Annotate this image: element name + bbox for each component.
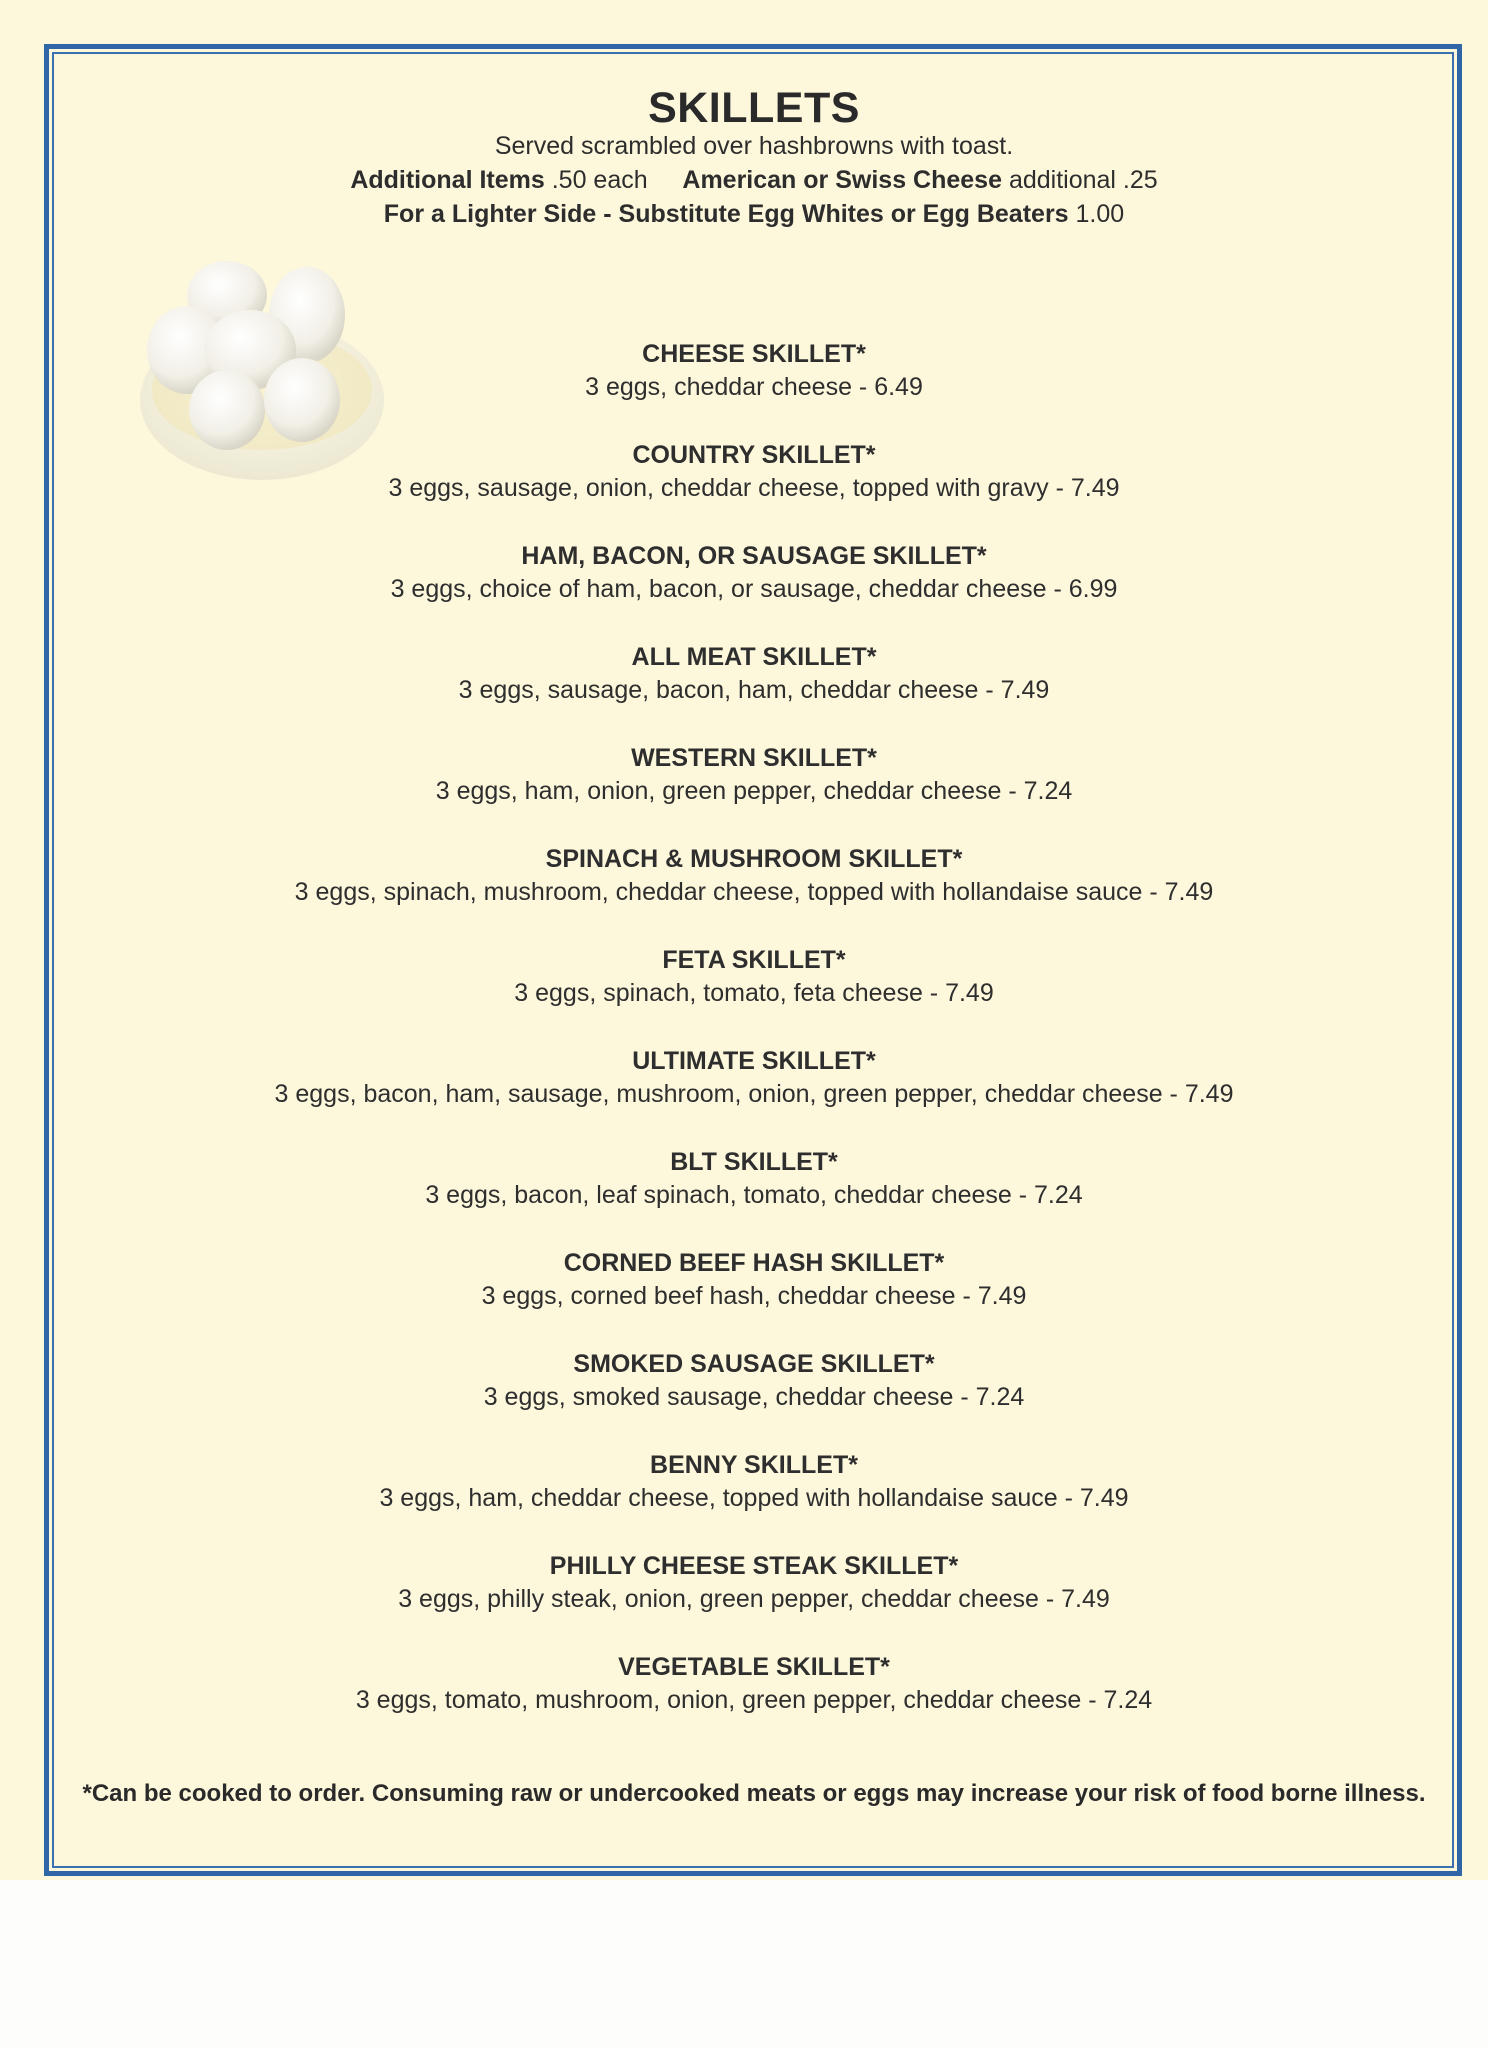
item-description: 3 eggs, tomato, mushroom, onion, green pepper, cheddar cheese - 7.24: [355, 1686, 1153, 1714]
menu-item-ultimate-skillet: [60, 1045, 1448, 1146]
cheese-price: additional .25: [1008, 166, 1158, 194]
item-name: CORNED BEEF HASH SKILLET*: [563, 1249, 945, 1277]
item-name: SPINACH & MUSHROOM SKILLET*: [545, 845, 963, 873]
item-name: HAM, BACON, OR SAUSAGE SKILLET*: [521, 542, 987, 570]
item-description: 3 eggs, sausage, bacon, ham, cheddar cheese - 7.49: [458, 676, 1050, 704]
item-name: SMOKED SAUSAGE SKILLET*: [573, 1350, 935, 1378]
menu-item-corned-beef-hash-skillet: [60, 1247, 1448, 1348]
menu-item-feta-skillet: [60, 944, 1448, 1045]
menu-item-cheese-skillet: [60, 338, 1448, 439]
item-name: BLT SKILLET*: [670, 1148, 838, 1176]
item-description: 3 eggs, smoked sausage, cheddar cheese - 7.24: [483, 1383, 1025, 1411]
item-description: 3 eggs, bacon, ham, sausage, mushroom, onion, green pepper, cheddar cheese - 7.49: [274, 1080, 1234, 1108]
additional-items-line: [60, 166, 1448, 195]
item-description: 3 eggs, corned beef hash, cheddar cheese - 7.49: [481, 1282, 1027, 1310]
item-description: 3 eggs, philly steak, onion, green pepper, cheddar cheese - 7.49: [398, 1585, 1110, 1613]
menu-item-ham-bacon-sausage-skillet: [60, 540, 1448, 641]
item-description: 3 eggs, bacon, leaf spinach, tomato, cheddar cheese - 7.24: [425, 1181, 1083, 1209]
cheese-label: American or Swiss Cheese: [682, 166, 1002, 194]
item-name: COUNTRY SKILLET*: [632, 441, 876, 469]
item-description: 3 eggs, sausage, onion, cheddar cheese, topped with gravy - 7.49: [388, 474, 1120, 502]
menu-item-western-skillet: [60, 742, 1448, 843]
additional-items-price: .50 each: [551, 166, 648, 194]
menu-content: [60, 60, 1448, 1860]
lighter-side-price: 1.00: [1075, 200, 1125, 228]
menu-item-philly-cheese-steak-skillet: [60, 1550, 1448, 1651]
item-description: 3 eggs, spinach, tomato, feta cheese - 7.49: [514, 979, 994, 1007]
item-name: WESTERN SKILLET*: [631, 744, 877, 772]
lighter-side-label: For a Lighter Side - Substitute Egg Whites or Egg Beaters: [383, 200, 1069, 228]
item-name: ALL MEAT SKILLET*: [631, 643, 877, 671]
food-safety-notice: *Can be cooked to order. Consuming raw or undercooked meats or eggs may increase your risk of food borne illness.: [82, 1780, 1426, 1807]
menu-item-all-meat-skillet: [60, 641, 1448, 742]
menu-item-blt-skillet: [60, 1146, 1448, 1247]
item-name: PHILLY CHEESE STEAK SKILLET*: [549, 1552, 959, 1580]
skillet-list: [60, 338, 1448, 1752]
menu-item-country-skillet: [60, 439, 1448, 540]
item-description: 3 eggs, choice of ham, bacon, or sausage, cheddar cheese - 6.99: [390, 575, 1118, 603]
menu-item-smoked-sausage-skillet: [60, 1348, 1448, 1449]
item-name: ULTIMATE SKILLET*: [632, 1047, 876, 1075]
lighter-side-line: [60, 200, 1448, 229]
item-name: BENNY SKILLET*: [650, 1451, 858, 1479]
item-description: 3 eggs, cheddar cheese - 6.49: [585, 373, 923, 401]
menu-item-spinach-mushroom-skillet: [60, 843, 1448, 944]
subtitle: Served scrambled over hashbrowns with toast.: [494, 132, 1014, 160]
item-description: 3 eggs, ham, onion, green pepper, cheddar cheese - 7.24: [435, 777, 1073, 805]
page-title: SKILLETS: [648, 84, 860, 132]
item-name: VEGETABLE SKILLET*: [618, 1653, 890, 1681]
item-name: FETA SKILLET*: [662, 946, 846, 974]
menu-item-benny-skillet: [60, 1449, 1448, 1550]
item-description: 3 eggs, ham, cheddar cheese, topped with hollandaise sauce - 7.49: [379, 1484, 1129, 1512]
item-name: CHEESE SKILLET*: [642, 340, 866, 368]
item-description: 3 eggs, spinach, mushroom, cheddar cheese, topped with hollandaise sauce - 7.49: [294, 878, 1214, 906]
menu-item-vegetable-skillet: [60, 1651, 1448, 1752]
additional-items-label: Additional Items: [350, 166, 545, 194]
